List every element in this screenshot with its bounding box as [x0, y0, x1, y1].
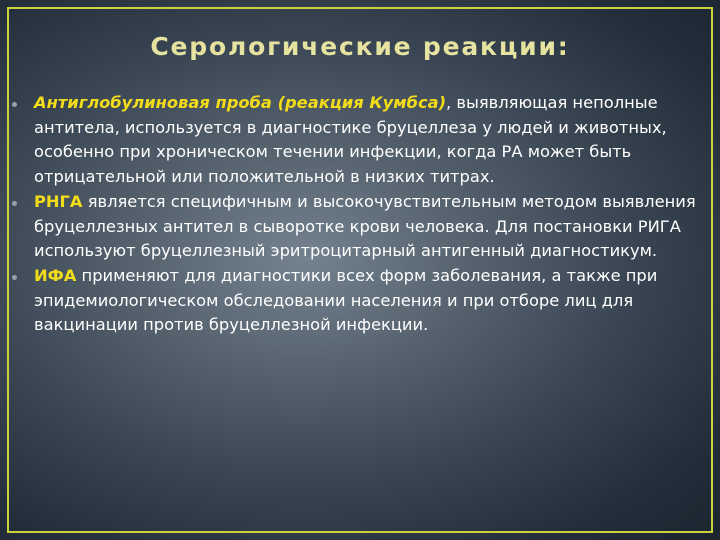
item-text: применяют для диагностики всех форм заболевания, а также при эпидемиологическом обследовании населения и при отборе лиц для вакцинации против бруцеллезной инфекции.	[34, 265, 658, 335]
bullet-icon	[12, 201, 17, 206]
term-ifa: ИФА	[34, 265, 77, 285]
bullet-icon	[12, 275, 17, 280]
bullet-item-rnga	[12, 190, 702, 264]
item-text: является специфичным и высокочувствительным методом выявления бруцеллезных антител в сыворотке крови человека. Для постановки РИГА используют бруцеллезный эритроцитарный антигенный диагностикум.	[34, 191, 696, 261]
bullet-list	[12, 91, 702, 338]
bullet-item-coombs	[12, 91, 702, 190]
term-rnga: РНГА	[34, 191, 83, 211]
bullet-item-ifa	[12, 264, 702, 338]
slide-title: Серологические реакции:	[150, 32, 570, 61]
item-text: , выявляющая неполные антитела, используется в диагностике бруцеллеза у людей и животных, особенно при хроническом течении инфекции, когда РА может быть отрицательной или положительной в низких титрах.	[34, 93, 667, 187]
term-coombs-test: Антиглобулиновая проба (реакция Кумбса)	[34, 93, 447, 112]
bullet-icon	[12, 102, 17, 107]
